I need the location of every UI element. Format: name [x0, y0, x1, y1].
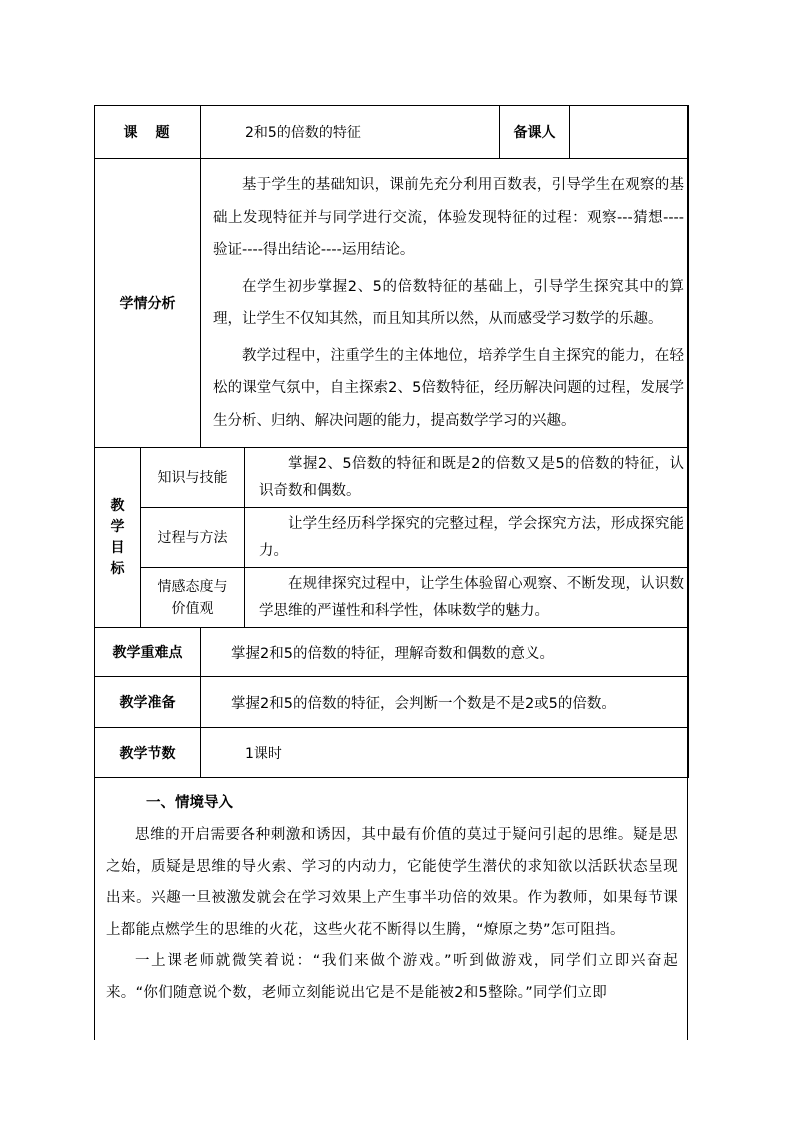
- key-points-row: [95, 628, 689, 677]
- process-paragraph: 思维的开启需要各种刺激和诱因，其中最有价值的莫过于疑问引起的思维。疑是思之始，质疑是思维的导火索、学习的内动力，它能使学生潜伏的求知欲以活跃状态呈现出来。兴趣一旦被激发就会在学习效果上产生事半功倍的效果。作为教师，如果每节课上都能点燃学生的思维的火花，这些火花不断得以生腾，“燎原之势”怎可阻挡。: [106, 827, 678, 938]
- preparer-label: 备课人: [500, 106, 570, 159]
- teaching-process: [94, 780, 688, 1009]
- preparer-value: [570, 106, 689, 159]
- process-paragraph: 一上课老师就微笑着说：“我们来做个游戏。”听到做游戏，同学们立即兴奋起来。“你们随意说个数，老师立刻能说出它是不是能被2和5整除。”同学们立即: [106, 953, 678, 1001]
- analysis-label: 学情分析: [95, 159, 201, 448]
- topic-row: [95, 106, 689, 159]
- goal-text-knowledge: [245, 448, 689, 508]
- goal-text: 掌握2、5倍数的特征和既是2的倍数又是5的倍数的特征，认识奇数和偶数。: [259, 455, 685, 499]
- preparation-label: 教学准备: [95, 677, 201, 728]
- key-points-label: 教学重难点: [95, 628, 201, 677]
- analysis-cell: [201, 159, 689, 448]
- goal-label-knowledge: 知识与技能: [141, 448, 245, 508]
- goal-text-attitude: [245, 568, 689, 628]
- goal-row: [95, 508, 689, 568]
- goal-label-attitude-text: 情感态度与价值观: [157, 578, 228, 617]
- analysis-paragraph: 教学过程中，注重学生的主体地位，培养学生自主探究的能力，在轻松的课堂气氛中，自主探索2、5倍数特征，经历解决问题的过程，发展学生分析、归纳、解决问题的能力，提高数学学习的兴趣。: [213, 347, 685, 429]
- analysis-paragraph: 基于学生的基础知识，课前先充分利用百数表，引导学生在观察的基础上发现特征并与同学进行交流，体验发现特征的过程：观察---猜想----验证----得出结论----运用结论。: [213, 177, 685, 258]
- lesson-plan-table: [94, 105, 689, 778]
- preparation-row: [95, 677, 689, 728]
- topic-value: 2和5的倍数的特征: [201, 106, 500, 159]
- analysis-row: [95, 159, 689, 448]
- goal-text-process: [245, 508, 689, 568]
- goals-label-text: 教学目标: [110, 497, 125, 577]
- preparation-value: 掌握2和5的倍数的特征，会判断一个数是不是2或5的倍数。: [201, 677, 689, 728]
- periods-value: 1课时: [201, 728, 689, 778]
- goals-label: [95, 448, 141, 628]
- periods-label: 教学节数: [95, 728, 201, 778]
- goal-text: 让学生经历科学探究的完整过程，学会探究方法，形成探究能力。: [259, 515, 685, 559]
- periods-row: [95, 728, 689, 778]
- goal-label-process: 过程与方法: [141, 508, 245, 568]
- topic-label: 课 题: [95, 106, 201, 159]
- goal-row: [95, 448, 689, 508]
- section-heading: 一、情境导入: [146, 795, 233, 811]
- goal-row: [95, 568, 689, 628]
- key-points-value: 掌握2和5的倍数的特征，理解奇数和偶数的意义。: [201, 628, 689, 677]
- goal-text: 在规律探究过程中，让学生体验留心观察、不断发现，认识数学思维的严谨性和科学性，体味数学的魅力。: [259, 575, 685, 619]
- goal-label-attitude: [141, 568, 245, 628]
- analysis-paragraph: 在学生初步掌握2、5的倍数特征的基础上，引导学生探究其中的算理，让学生不仅知其然，而且知其所以然，从而感受学习数学的乐趣。: [213, 278, 685, 327]
